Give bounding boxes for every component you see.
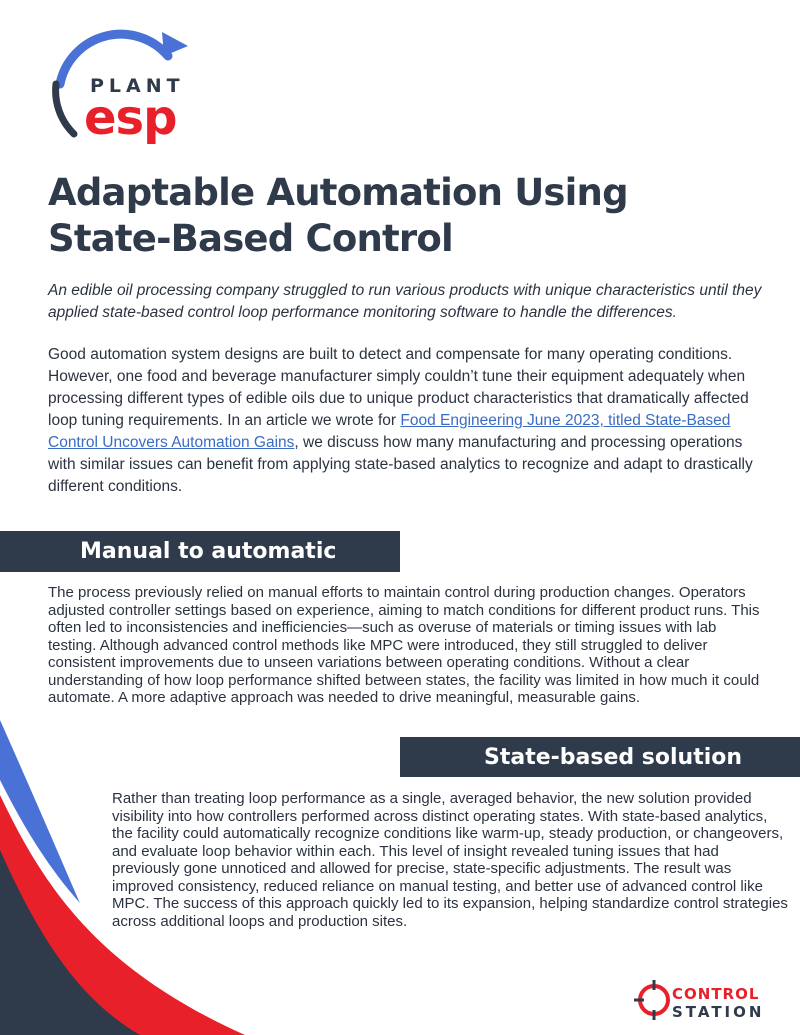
paragraph-text-before-link: Good automation system designs are built to detect and compensate for many operating conditions. However, one food and beverage manufacturer simply couldn’t tune their equipment adequately when processing different types of edible oils due to unique product characteristics that dramatically affected loop tuning requirements. In an article we wrote for — [48, 346, 749, 429]
article-link[interactable]: Food Engineering June 2023, titled State-Based Control Uncovers Automation Gains — [48, 412, 731, 451]
body-paragraph-2: The process previously relied on manual efforts to maintain control during production changes. Operators adjusted controller settings based on experience, aiming to match conditions for different product runs. This often led to inconsistencies and inefficiencies—such as overuse of materials or timing issues with lab testing. Although advanced control methods like MPC were introduced, they still struggled to deliver consistent improvements due to unseen variations between operating conditions. Without a clear understanding of how loop performance shifted between states, the facility was limited in how much it could automate. A more adaptive approach was needed to drive meaningful, measurable gains. — [48, 584, 760, 706]
body-paragraph-1 — [48, 344, 768, 498]
section-heading-manual-to-automatic — [0, 531, 400, 572]
control-station-line2: STATION — [672, 1003, 765, 1021]
section-heading-text: State-based solution — [484, 744, 743, 770]
paragraph-text-after-link: , we discuss how many manufacturing and processing operations with similar issues can benefit from applying state-based analytics to recognize and adapt to drastically different conditions. — [48, 434, 753, 495]
section-heading-text: Manual to automatic — [80, 539, 337, 564]
logo-esp-text: esp — [84, 90, 177, 146]
intro-paragraph: An edible oil processing company struggled to run various products with unique characteristics until they applied state-based control loop performance monitoring software to handle the differences. — [48, 282, 762, 321]
section-heading-state-based-solution — [400, 737, 800, 777]
logo-plant-text: PLANT — [90, 75, 185, 97]
control-station-logo — [634, 978, 774, 1022]
body-paragraph-3: Rather than treating loop performance as a single, averaged behavior, the new solution provided visibility into how controllers performed across distinct operating states. With state-based analytics, the facility could automatically recognize conditions like warm-up, steady production, or changeovers, and evaluate loop behavior within each. This level of insight revealed tuning issues that had previously gone unnoticed and allowed for precise, state-specific adjustments. The result was improved consistency, reduced reliance on manual testing, and better use of advanced control like MPC. The success of this approach quickly led to its expansion, helping standardize control strategies across additional loops and production sites. — [112, 790, 788, 930]
decorative-swoosh — [0, 720, 260, 1035]
page-title: Adaptable Automation Using State-Based Control — [48, 171, 628, 260]
plant-esp-logo — [38, 26, 228, 156]
control-station-line1: CONTROL — [672, 985, 760, 1003]
